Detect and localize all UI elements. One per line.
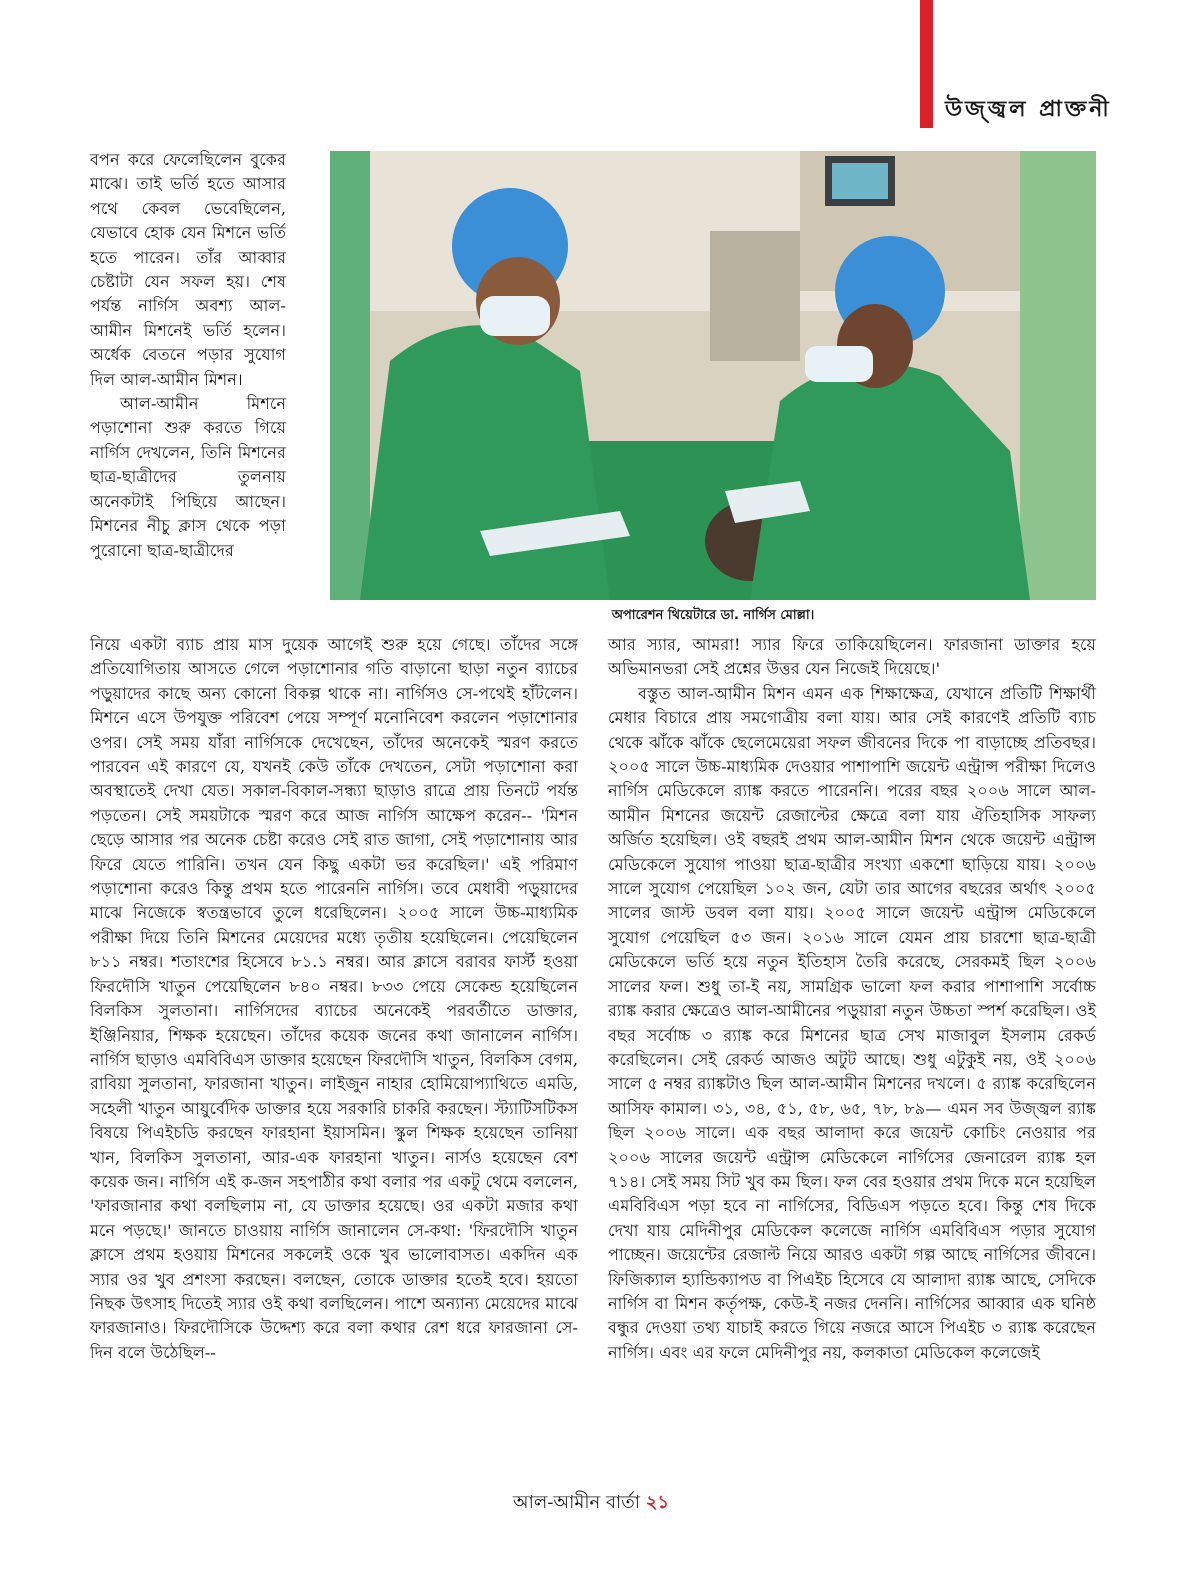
top-left-column <box>90 148 286 563</box>
photo-illustration <box>330 151 1096 600</box>
paragraph: বস্তুত আল-আমীন মিশন এমন এক শিক্ষাক্ষেত্র, যেখানে প্রতিটি শিক্ষার্থী মেধার বিচারে প্রায় সমগোত্রীয় বলা যায়। আর সেই কারণেই প্রতিটি ব্যাচ থেকে ঝাঁকে ঝাঁকে ছেলেমেয়েরা সফল জীবনের দিকে পা বাড়াচ্ছে প্রতিবছর। ২০০৫ সালে উচ্চ-মাধ্যমিক দেওয়ার পাশাপাশি জয়েন্ট এন্ট্রান্স পরীক্ষা দিলেও নার্গিস মেডিকেলে র‍্যাঙ্ক করতে পারেননি। পরের বছর ২০০৬ সালে আল-আমীন মিশনের জয়েন্ট রেজাল্টের ক্ষেত্রে বলা যায় ঐতিহাসিক সাফল্য অর্জিত হয়েছিল। ওই বছরই প্রথম আল-আমীন মিশন থেকে জয়েন্ট এন্ট্রান্স মেডিকেলে সুযোগ পাওয়া ছাত্র-ছাত্রীর সংখ্যা একশো ছাড়িয়ে যায়। ২০০৬ সালে সুযোগ পেয়েছিল ১০২ জন, যেটা তার আগের বছরের অর্থাৎ ২০০৫ সালের জাস্ট ডবল বলা যায়। ২০০৫ সালে জয়েন্ট এন্ট্রান্স মেডিকেলে সুযোগ পেয়েছিল ৫৩ জন। ২০১৬ সালে যেমন প্রায় চারশো ছাত্র-ছাত্রী মেডিকেলে ভর্তি হয়ে নতুন ইতিহাস তৈরি করেছে, সেরকমই ছিল ২০০৬ সালের ফল। শুধু তা-ই নয়, সামগ্রিক ভালো ফল করার পাশাপাশি সর্বোচ্চ র‍্যাঙ্ক করার ক্ষেত্রেও আল-আমীনের পড়ুয়ারা নতুন উচ্চতা স্পর্শ করেছিল। ওই বছর সর্বোচ্চ ৩ র‍্যাঙ্ক করে মিশনের ছাত্র সেখ মাজাবুল ইসলাম রেকর্ড করেছিলেন। সেই রেকর্ড আজও অটুট আছে। শুধু এটুকুই নয়, ওই ২০০৬ সালে ৫ নম্বর র‍্যাঙ্কটাও ছিল আল-আমীন মিশনের দখলে। ৫ র‍্যাঙ্ক করেছিলেন আসিফ কামাল। ৩১, ৩৪, ৫১, ৫৮, ৬৫, ৭৮, ৮৯— এমন সব উজ্জ্বল র‍্যাঙ্ক ছিল ২০০৬ সালে। এক বছর আলাদা করে জয়েন্ট কোচিং নেওয়ার পর ২০০৬ সালের জয়েন্ট এন্ট্রান্স মেডিকেলে নার্গিসের জেনারেল র‍্যাঙ্ক হল ৭১৪। সেই সময় সিট খুব কম ছিল। ফল বের হওয়ার প্রথম দিকে মনে হয়েছিল এমবিবিএস পড়া হবে না নার্গিসের, বিডিএস পড়তে হবে। কিন্তু শেষ দিকে দেখা যায় মেদিনীপুর মেডিকেল কলেজে নার্গিস এমবিবিএস পড়ার সুযোগ পাচ্ছেন। জয়েন্টের রেজাল্ট নিয়ে আরও একটা গল্প আছে নার্গিসের জীবনে। ফিজিক্যাল হ্যান্ডিক্যাপড বা পিএইচ হিসেবে যে আলাদা র‍্যাঙ্ক আছে, সেদিকে নার্গিস বা মিশন কর্তৃপক্ষ, কেউ-ই নজর দেননি। নার্গিসের আব্বার এক ঘনিষ্ঠ বন্ধুর দেওয়া তথ্য যাচাই করতে গিয়ে নজরে আসে পিএইচ ৩ র‍্যাঙ্ক করেছেন নার্গিস। এবং এর ফলে মেদিনীপুর নয়, কলকাতা মেডিকেল কলেজেই <box>608 683 1096 1362</box>
paragraph: আল-আমীন মিশনে পড়াশোনা শুরু করতে গিয়ে নার্গিস দেখলেন, তিনি মিশনের ছাত্র-ছাত্রীদের তুলনায় অনেকটাই পিছিয়ে আছেন। মিশনের নীচু ক্লাস থেকে পড়া পুরোনো ছাত্র-ছাত্রীদের <box>90 394 286 560</box>
right-column <box>608 633 1096 1365</box>
photo-caption: অপারেশন থিয়েটারে ডা. নার্গিস মোল্লা। <box>611 608 815 623</box>
paragraph: নিয়ে একটা ব্যাচ প্রায় মাস দুয়েক আগেই শুরু হয়ে গেছে। তাঁদের সঙ্গে প্রতিযোগিতায় আসতে গেলে পড়াশোনার গতি বাড়ানো ছাড়া নতুন ব্যাচের পড়ুয়াদের কাছে অন্য কোনো বিকল্প থাকে না। নার্গিসও সে-পথেই হাঁটলেন। মিশনে এসে উপযুক্ত পরিবেশ পেয়ে সম্পূর্ণ মনোনিবেশ করলেন পড়াশোনার ওপর। সেই সময় যাঁরা নার্গিসকে দেখেছেন, তাঁদের অনেকেই স্মরণ করতে পারবেন এই কারণে যে, যখনই কেউ তাঁকে দেখতেন, সেটা পড়াশোনা করা অবস্থাতেই দেখা যেত। সকাল-বিকাল-সন্ধ্যা ছাড়াও রাত্রে প্রায় তিনটে পর্যন্ত পড়তেন। সেই সময়টাকে স্মরণ করে আজ নার্গিস আক্ষেপ করেন-- 'মিশন ছেড়ে আসার পর অনেক চেষ্টা করেও সেই রাত জাগা, সেই পড়াশোনায় আর ফিরে যেতে পারিনি। তখন যেন কিছু একটা ভর করেছিল।' এই পরিমাণ পড়াশোনা করেও কিন্তু প্রথম হতে পারেননি নার্গিস। তবে মেধাবী পড়ুয়াদের মাঝে নিজেকে স্বতন্ত্রভাবে তুলে ধরেছিলেন। ২০০৫ সালে উচ্চ-মাধ্যমিক পরীক্ষা দিয়ে তিনি মিশনের মেয়েদের মধ্যে তৃতীয় হয়েছিলেন। পেয়েছিলেন ৮১১ নম্বর। শতাংশের হিসেবে ৮১.১ নম্বর। আর ক্লাসে বরাবর ফার্স্ট হওয়া ফিরদৌসি খাতুন পেয়েছিলেন ৮৪০ নম্বর। ৮৩৩ পেয়ে সেকেন্ড হয়েছিলেন বিলকিস সুলতানা। নার্গিসদের ব্যাচের অনেকেই পরবর্তীতে ডাক্তার, ইঞ্জিনিয়ার, শিক্ষক হয়েছেন। তাঁদের কয়েক জনের কথা জানালেন নার্গিস। নার্গিস ছাড়াও এমবিবিএস ডাক্তার হয়েছেন ফিরদৌসি খাতুন, বিলকিস বেগম, রাবিয়া সুলতানা, ফারজানা খাতুন। লাইজুন নাহার হোমিয়োপ্যাথিতে এমডি, সহেলী খাতুন আয়ুর্বেদিক ডাক্তার হয়ে সরকারি চাকরি করছেন। স্ট্যাটিসটিকস বিষয়ে পিএইচডি করছেন ফারহানা ইয়াসমিন। স্কুল শিক্ষক হয়েছেন তানিয়া খান, বিলকিস সুলতানা, আর-এক ফারহানা খাতুন। নার্সও হয়েছেন বেশ কয়েক জন। নার্গিস এই ক-জন সহপাঠীর কথা বলার পর একটু থেমে বললেন, 'ফারজানার কথা বলছিলাম না, যে ডাক্তার হয়েছে। ওর একটা মজার কথা মনে পড়ছে।' জানতে চাওয়ায় নার্গিস জানালেন সে-কথা: 'ফিরদৌসি খাতুন ক্লাসে প্রথম হওয়ায় মিশনের সকলেই ওকে খুব ভালোবাসত। একদিন এক স্যার ওর খুব প্রশংসা করছেন। বলছেন, তোকে ডাক্তার হতেই হবে। হয়তো নিছক উৎসাহ দিতেই স্যার ওই কথা বলছিলেন। পাশে অন্যান্য মেয়েদের মাঝে ফারজানাও। ফিরদৌসিকে উদ্দেশ্য করে বলা কথার রেশ ধরে ফারজানা সে-দিন বলে উঠেছিল-- <box>90 635 578 1362</box>
page-number: ২১ <box>645 1492 670 1513</box>
operation-theatre-photo <box>330 151 1096 600</box>
section-title: উজ্জ্বল প্রাক্তনী <box>945 97 1112 122</box>
paragraph: আর স্যার, আমরা! স্যার ফিরে তাকিয়েছিলেন। ফারজানা ডাক্তার হয়ে অভিমানভরা সেই প্রশ্নের উত্তর যেন নিজেই দিয়েছে।' <box>608 635 1096 679</box>
lower-left-column <box>90 633 578 1365</box>
page-footer <box>0 1488 1182 1519</box>
magazine-name: আল-আমীন বার্তা <box>512 1492 640 1513</box>
paragraph: বপন করে ফেলেছিলেন বুকের মাঝে। তাই ভর্তি হতে আসার পথে কেবল ভেবেছিলেন, যেভাবে হোক যেন মিশনে ভর্তি হতে পারেন। তাঁর আব্বার চেষ্টাটা যেন সফল হয়। শেষ পর্যন্ত নার্গিস অবশ্য আল-আমীন মিশনেই ভর্তি হলেন। অর্ধেক বেতনে পড়ার সুযোগ দিল আল-আমীন মিশন। <box>90 150 286 389</box>
accent-bar <box>920 0 933 128</box>
